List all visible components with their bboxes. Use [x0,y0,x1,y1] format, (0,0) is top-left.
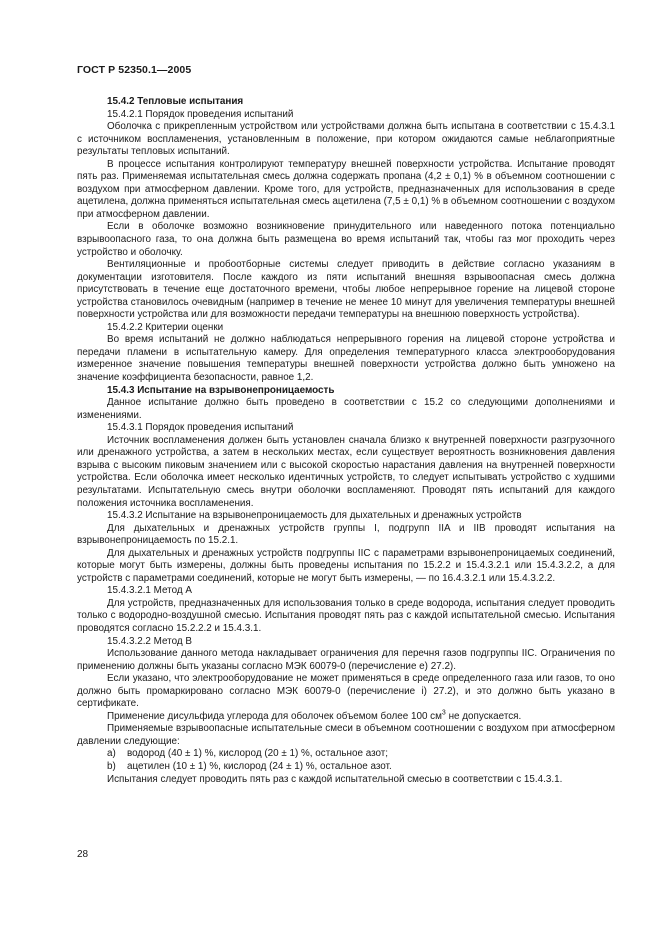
superscript: 3 [441,709,446,717]
document-body [77,96,615,786]
paragraph: Вентиляционные и пробоотборные системы следует приводить в действие согласно указаниям в документации изготовителя. После каждого из пяти испытаний внешняя взрывоопасная смесь должна присутствовать в течение еще достаточного времени, чтобы любое непрерывное горение на лицевой стороне устройства становилось очевидным (например в течение не менее 10 минут для увеличения температуры внешней поверхности устройства или для возможности передачи температуры на внешнюю поверхность устройства). [77,259,615,321]
paragraph: Применяемые взрывоопасные испытательные смеси в объемном соотношении с воздухом при атмосферном давлении следующие: [77,723,615,747]
subsection-heading-method-b: 15.4.3.2.2 Метод В [107,635,192,647]
paragraph-carbon-disulfide [77,711,615,724]
paragraph: Во время испытаний не должно наблюдаться непрерывного горения на лицевой стороне устройства и передачи пламени в испытательную камеру. Для определения температурного класса электрооборудования измеренное значение повышения температуры внешней поверхности устройства должно быть умножено на значение коэффициента безопасности, равное 1,2. [77,334,615,384]
page-number: 28 [77,849,89,860]
list-item-a [77,748,615,761]
list-text: водород (40 ± 1) %, кислород (20 ± 1) %, остальное азот; [127,748,389,760]
paragraph: Если в оболочке возможно возникновение принудительного или наведенного потока потенциально взрывоопасного газа, то она должна быть размещена во время испытаний так, чтобы газ мог проходить через устройство и оболочку. [77,221,615,258]
paragraph-text: Применение дисульфида углерода для оболочек объемом более 100 см [107,710,442,722]
paragraph: Для устройств, предназначенных для использования только в среде водорода, испытания следует проводить только с водородно-воздушной смесью. Испытания проводят пять раз с каждой испытательной смесью. Испытания проводятся согласно 15.2.2.2 и 15.4.3.1. [77,597,615,634]
list-label: b) [107,760,116,772]
paragraph: Использование данного метода накладывает ограничения для перечня газов подгруппы IIC. Ограничения по применению должны быть указаны согласно МЭК 60079-0 (перечисление е) 27.2). [77,648,615,672]
subsection-heading-15-4-3-1: 15.4.3.1 Порядок проведения испытаний [107,422,294,434]
subsection-heading-method-a: 15.4.3.2.1 Метод А [107,585,192,597]
paragraph-text: не допускается. [445,710,522,722]
paragraph: Данное испытание должно быть проведено в соответствии с 15.2 со следующими дополнениями и изменениями. [77,397,615,421]
paragraph: В процессе испытания контролируют температуру внешней поверхности устройства. Испытание проводят пять раз. Применяемая испытательная смесь должна содержать пропана (4,2 ± 0,1) % в объемном соотношении с воздухом при атмосферном давлении. Кроме того, для устройств, предназначенных для использования в среде ацетилена, должна применяться испытательная смесь ацетилена (7,5 ± 0,1) % в объемном соотношении с воздухом при атмосферном давлении. [77,158,615,220]
paragraph: Источник воспламенения должен быть установлен сначала близко к внутренней поверхности разгрузочного или дренажного устройства, а затем в нескольких местах, если существует вероятность возникновения давления взрыва с высоким пиковым значением или с высокой скоростью нарастания давления на внутренней поверхности устройства. Если оболочка имеет несколько идентичных устройств, то следует испытывать устройство с худшими результатами. Испытательную смесь внутри оболочки воспламеняют. Проводят пять испытаний для каждого положения источника воспламенения. [77,434,615,509]
subsection-heading-15-4-2-2: 15.4.2.2 Критерии оценки [107,321,224,333]
document-header: ГОСТ Р 52350.1—2005 [77,64,192,76]
section-heading-15-4-2: 15.4.2 Тепловые испытания [107,96,244,107]
paragraph: Оболочка с прикрепленным устройством или устройствами должна быть испытана в соответствии с 15.4.3.1 с источником воспламенения, установленным в положение, при котором ожидаются самые неблагоприятные результаты тепловых испытаний. [77,121,615,158]
paragraph: Для дыхательных и дренажных устройств подгруппы IIC с параметрами взрывонепроницаемых соединений, которые могут быть измерены, должны быть проведены испытания по 15.2.2 и 15.4.3.2.1 или 15.4.3.2.2, а для устройств с параметрами соединений, которые не могут быть измерены, — по 16.4.3.2.1 или 15.4.3.2.2. [77,547,615,584]
list-label: а) [107,748,116,760]
list-item-b [77,761,615,774]
paragraph: Испытания следует проводить пять раз с каждой испытательной смесью в соответствии с 15.4.3.1. [107,773,563,785]
list-text: ацетилен (10 ± 1) %, кислород (24 ± 1) %, остальное азот. [127,760,392,772]
paragraph: Если указано, что электрооборудование не может применяться в среде определенного газа или газов, то оно должно быть промаркировано согласно МЭК 60079-0 (перечисление i) 27.2), и это должно быть указано в сертификате. [77,673,615,710]
section-heading-15-4-3: 15.4.3 Испытание на взрывонепроницаемость [107,384,335,396]
paragraph: Для дыхательных и дренажных устройств группы I, подгрупп IIA и IIB проводят испытания на взрывонепроницаемость по 15.2.1. [77,522,615,547]
subsection-heading-15-4-2-1: 15.4.2.1 Порядок проведения испытаний [107,108,294,120]
subsection-heading-15-4-3-2: 15.4.3.2 Испытание на взрывонепроницаемость для дыхательных и дренажных устройств [107,510,522,522]
